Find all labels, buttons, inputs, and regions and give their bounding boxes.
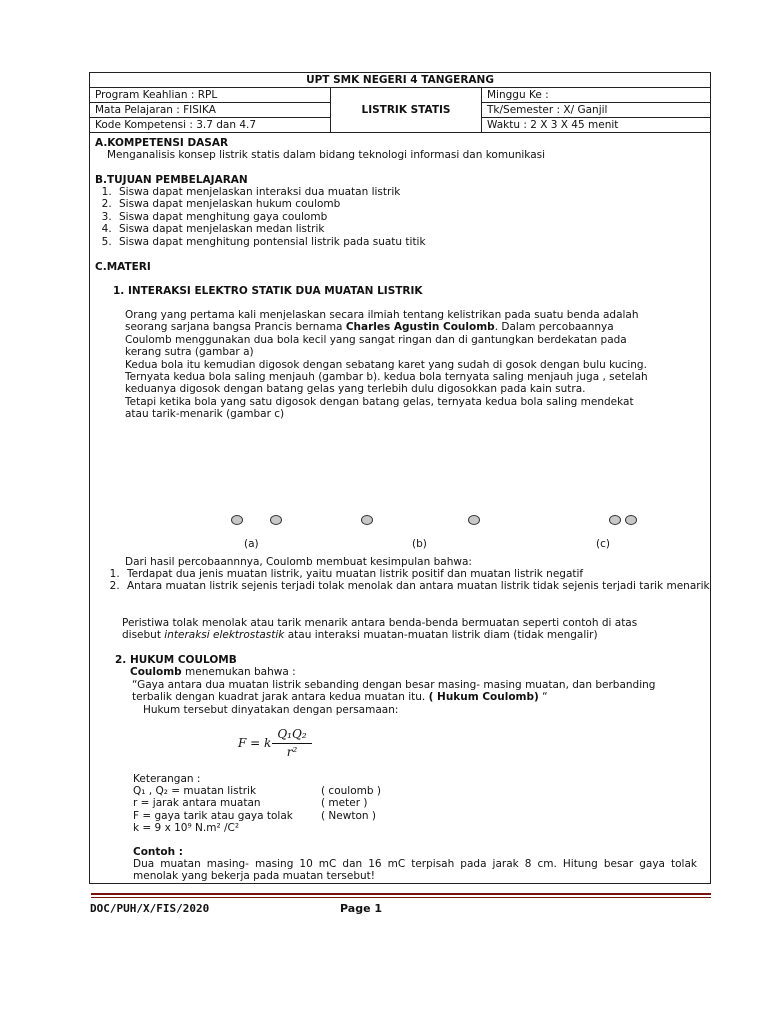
list-item: 2. Siswa dapat menjelaskan hukum coulomb	[115, 198, 675, 210]
subsection-1-title: 1. INTERAKSI ELEKTRO STATIK DUA MUATAN LISTRIK	[113, 285, 423, 297]
list-item: 1. Terdapat dua jenis muatan listrik, yaitu muatan listrik positif dan muatan listrik negatif	[123, 568, 715, 580]
legend-row: r = jarak antara muatan ( meter )	[133, 797, 368, 810]
document-code: DOC/PUH/X/FIS/2020	[90, 902, 210, 915]
formula-denominator: r²	[286, 745, 298, 759]
list-item: 4. Siswa dapat menjelaskan medan listrik	[115, 223, 675, 235]
school-name: UPT SMK NEGERI 4 TANGERANG	[90, 73, 711, 88]
footer-rule-thin	[91, 897, 711, 898]
subsection-2-title: 2. HUKUM COULOMB	[115, 654, 237, 666]
paragraph-glass: Tetapi ketika bola yang satu digosok dengan batang gelas, ternyata kedua bola saling mendekat atau tarik-menarik (gambar c)	[125, 395, 634, 421]
footer-rule	[91, 893, 711, 895]
term-interaction: interaksi elektrostastik	[164, 629, 285, 642]
legend-row: Q₁ , Q₂ = muatan listrik ( coulomb )	[133, 785, 381, 797]
semester-cell: Tk/Semester : X/ Ganjil	[482, 103, 711, 118]
formula-numerator: Q₁Q₂	[277, 727, 307, 741]
list-item: 3. Siswa dapat menghitung gaya coulomb	[115, 211, 675, 223]
conclusion-intro: Dari hasil percobaannnya, Coulomb membuat kesimpulan bahwa:	[125, 556, 472, 568]
objectives-list	[95, 186, 675, 248]
list-item: 5. Siswa dapat menghitung pontensial listrik pada suatu titik	[115, 236, 675, 248]
time-cell: Waktu : 2 X 3 X 45 menit	[482, 118, 711, 133]
paragraph-interaction: Peristiwa tolak menolak atau tarik menarik antara benda-benda bermuatan seperti contoh di atas disebut interaksi elektrostastik atau interaksi muatan-muatan listrik diam (tidak mengalir)	[122, 617, 638, 642]
legend-list	[133, 785, 433, 835]
program-cell: Program Keahlian : RPL	[90, 88, 331, 103]
section-a-title: A.KOMPETENSI DASAR	[95, 137, 229, 149]
ball-a-right	[270, 515, 282, 525]
topic-cell: LISTRIK STATIS	[331, 88, 482, 133]
subject-cell: Mata Pelajaran : FISIKA	[90, 103, 331, 118]
page-number: Page 1	[340, 902, 383, 915]
example-title: Contoh :	[133, 846, 183, 858]
list-item: 2. Antara muatan listrik sejenis terjadi tolak menolak dan antara muatan listrik tidak sejenis terjadi tarik menarik	[123, 580, 715, 592]
coulomb-found: Coulomb menemukan bahwa :	[130, 666, 296, 678]
conclusion-list	[107, 568, 715, 593]
coulomb-name: Charles Agustin Coulomb	[345, 321, 495, 334]
legend-row: F = gaya tarik atau gaya tolak ( Newton )	[133, 809, 376, 822]
coulomb-law-quote: “Gaya antara dua muatan listrik sebanding dengan besar masing- masing muatan, dan berbanding terbalik dengan kuadrat jarak antara kedua muatan itu. ( Hukum Coulomb) “	[132, 679, 656, 704]
competency-code-cell: Kode Kompetensi : 3.7 dan 4.7	[90, 118, 331, 133]
section-c-title: C.MATERI	[95, 261, 151, 273]
legend-title: Keterangan :	[133, 773, 201, 785]
figure-c-caption: (c)	[596, 538, 610, 550]
law-statement: Hukum tersebut dinyatakan dengan persamaan:	[143, 704, 399, 716]
header-table	[89, 72, 711, 133]
ball-b-left	[361, 515, 373, 525]
fraction-bar	[272, 743, 312, 744]
figure-b-caption: (b)	[412, 538, 427, 550]
paragraph-rubbing: Kedua bola itu kemudian digosok dengan sebatang karet yang sudah di gosok dengan bulu kucing. Ternyata kedua bola saling menjauh (gambar b). kedua bola ternyata saling menjauh juga , setelah keduanya digosok dengan batang gelas yang terlebih dulu digosokkan pada kain sutra.	[125, 358, 648, 396]
formula-lhs: F = k	[238, 736, 272, 750]
ball-b-right	[468, 515, 480, 525]
legend-row: k = 9 x 10⁹ N.m² /C²	[133, 822, 240, 835]
week-cell: Minggu Ke :	[482, 88, 711, 103]
list-item: 1. Siswa dapat menjelaskan interaksi dua muatan listrik	[115, 186, 675, 198]
figure-a-caption: (a)	[244, 538, 259, 550]
paragraph-coulomb-intro: Orang yang pertama kali menjelaskan secara ilmiah tentang kelistrikan pada suatu benda adalah seorang sarjana bangsa Prancis bernama Charles Agustin Coulomb. Dalam percobaannya Coulomb menggunakan dua bola kecil yang sangat ringan dan di gantungkan berdekatan pada kerang sutra (gambar a) Kedua bola itu kemudian digosok dengan sebatang karet yang sudah di gosok dengan bulu kucing. Ternyata kedua bola saling menjauh (gambar b). kedua bola ternyata saling menjauh juga , setelah keduanya digosok dengan batang gelas yang terlebih dulu digosokkan pada kain sutra. Tetapi ketika bola yang satu digosok dengan batang gelas, ternyata kedua bola saling mendekat atau tarik-menarik (gambar c)	[125, 309, 648, 421]
ball-c-left	[609, 515, 621, 525]
section-a-text: Menganalisis konsep listrik statis dalam bidang teknologi informasi dan komunikasi	[107, 149, 546, 161]
section-b-title: B.TUJUAN PEMBELAJARAN	[95, 174, 248, 186]
example-text: Dua muatan masing- masing 10 mC dan 16 mC terpisah pada jarak 8 cm. Hitung besar gaya tolak menolak yang bekerja pada muatan tersebut!	[133, 858, 697, 883]
ball-a-left	[231, 515, 243, 525]
ball-c-right	[625, 515, 637, 525]
